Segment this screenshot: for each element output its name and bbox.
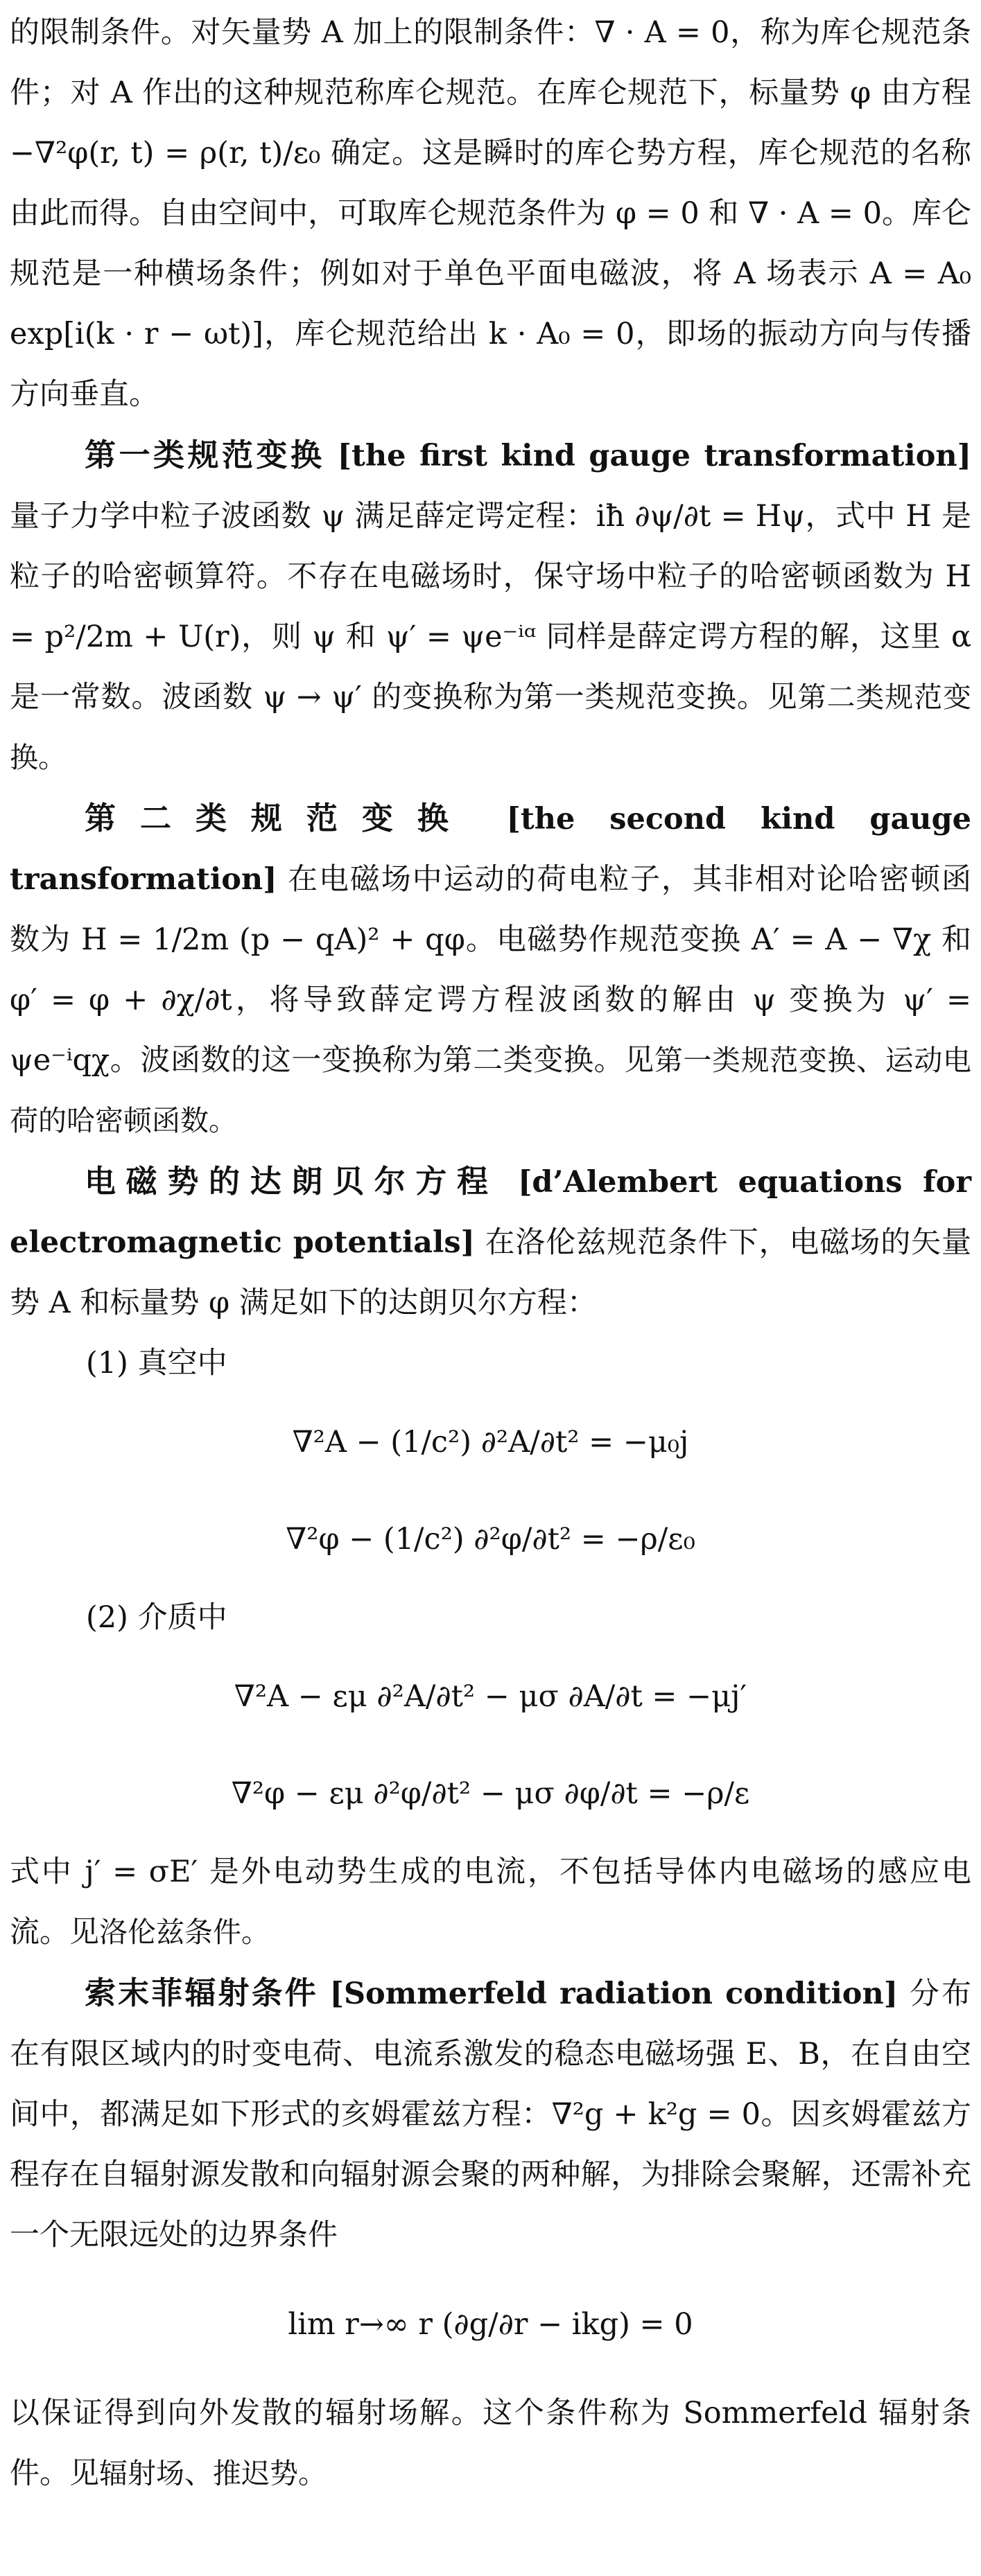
entry-sommerfeld-condition: [10, 1963, 971, 2266]
entry-title: 索末菲辐射条件: [85, 1974, 318, 2011]
entry-body: 在洛伦兹规范条件下，电磁场的矢量势 A 和标量势 φ 满足如下的达朗贝尔方程：: [10, 1225, 972, 1320]
equation-sommerfeld-limit: lim r→∞ r (∂g/∂r − ikg) = 0: [288, 2307, 693, 2342]
entry-dalembert-equations: [10, 1151, 971, 1333]
entry-dalembert-tail: [10, 1842, 971, 1963]
list-item-medium: (2) 介质中: [86, 1600, 227, 1635]
entry-first-kind-gauge: [10, 425, 971, 788]
cross-reference-link[interactable]: 第二类规范变换。: [10, 681, 972, 774]
equation-scalar-potential-vacuum: ∇²φ − (1/c²) ∂²φ/∂t² = −ρ/ε₀: [286, 1522, 695, 1557]
entry-body: 分布在有限区域内的时变电荷、电流系激发的稳态电磁场强 E、B，在自由空间中，都满足如下形式的亥姆霍兹方程：∇²g + k²g = 0。因亥姆霍兹方程存在自辐射源发散和向辐射源会聚的两种解，为排除会聚解，还需补充一个无限远处的边界条件: [10, 1977, 972, 2252]
entry-second-kind-gauge: [10, 788, 971, 1151]
equation-vector-potential-medium: ∇²A − εμ ∂²A/∂t² − μσ ∂A/∂t = −μj′: [234, 1679, 747, 1714]
entry-body: 量子力学中粒子波函数 ψ 满足薛定谔定程：iħ ∂ψ/∂t = Hψ，式中 H 是粒子的哈密顿算符。不存在电磁场时，保守场中粒子的哈密顿函数为 H = p²/2m + U(r)，则 ψ 和 ψ′ = ψe⁻ⁱᵅ 同样是薛定谔方程的解，这里 α 是一常数。波函数 ψ → ψ′ 的变换称为第一类规范变换。见: [10, 499, 971, 715]
entry-body: 在电磁场中运动的荷电粒子，其非相对论哈密顿函数为 H = 1/2m (p − qA)² + qφ。电磁势作规范变换 A′ = A − ∇χ 和 φ′ = φ + ∂χ/∂t，将导致薛定谔方程波函数的解由 ψ 变换为 ψ′ = ψe⁻ⁱqχ。波函数的这一变换称为第二类变换。见: [10, 862, 972, 1078]
entry-body: 以保证得到向外发散的辐射场解。这个条件称为 Sommerfeld 辐射条件。见: [10, 2396, 971, 2491]
entry-english-title: [the first kind gauge transformation]: [337, 439, 971, 473]
list-item-vacuum: (1) 真空中: [86, 1346, 227, 1381]
entry-sommerfeld-tail: [10, 2383, 971, 2504]
entry-english-title: [d’Alembert equations for electromagnetic potentials]: [10, 1165, 971, 1260]
cross-reference-link[interactable]: 第一类规范变换、运动电荷的哈密顿函数。: [10, 1044, 971, 1137]
entry-title: 第一类规范变换: [85, 437, 325, 473]
entry-english-title: [Sommerfeld radiation condition]: [329, 1977, 898, 2011]
cross-reference-link[interactable]: 洛伦兹条件。: [99, 1916, 270, 1949]
intro-paragraph: 的限制条件。对矢量势 A 加上的限制条件：∇ · A = 0，称为库仑规范条件；对 A 作出的这种规范称库仑规范。在库仑规范下，标量势 φ 由方程 −∇²φ(r, t) = ρ(r, t)/ε₀ 确定。这是瞬时的库仑势方程，库仑规范的名称由此而得。自由空间中，可取库仑规范条件为 φ = 0 和 ∇ · A = 0。库仑规范是一种横场条件；例如对于单色平面电磁波，将 A 场表示 A = A₀ exp[i(k · r − ωt)]，库仑规范给出 k · A₀ = 0，即场的振动方向与传播方向垂直。: [10, 15, 971, 412]
entry-title: 电磁势的达朗贝尔方程: [85, 1163, 498, 1200]
equation-scalar-potential-medium: ∇²φ − εμ ∂²φ/∂t² − μσ ∂φ/∂t = −ρ/ε: [231, 1776, 750, 1811]
equation-vector-potential-vacuum: ∇²A − (1/c²) ∂²A/∂t² = −μ₀j: [292, 1425, 689, 1460]
entry-title: 第二类规范变换: [85, 800, 473, 836]
entry-body: 式中 j′ = σE′ 是外电动势生成的电流，不包括导体内电磁场的感应电流。见: [10, 1855, 971, 1949]
cross-reference-link[interactable]: 辐射场、推迟势。: [99, 2457, 327, 2490]
entry-english-title: [the second kind gauge transformation]: [10, 802, 971, 897]
